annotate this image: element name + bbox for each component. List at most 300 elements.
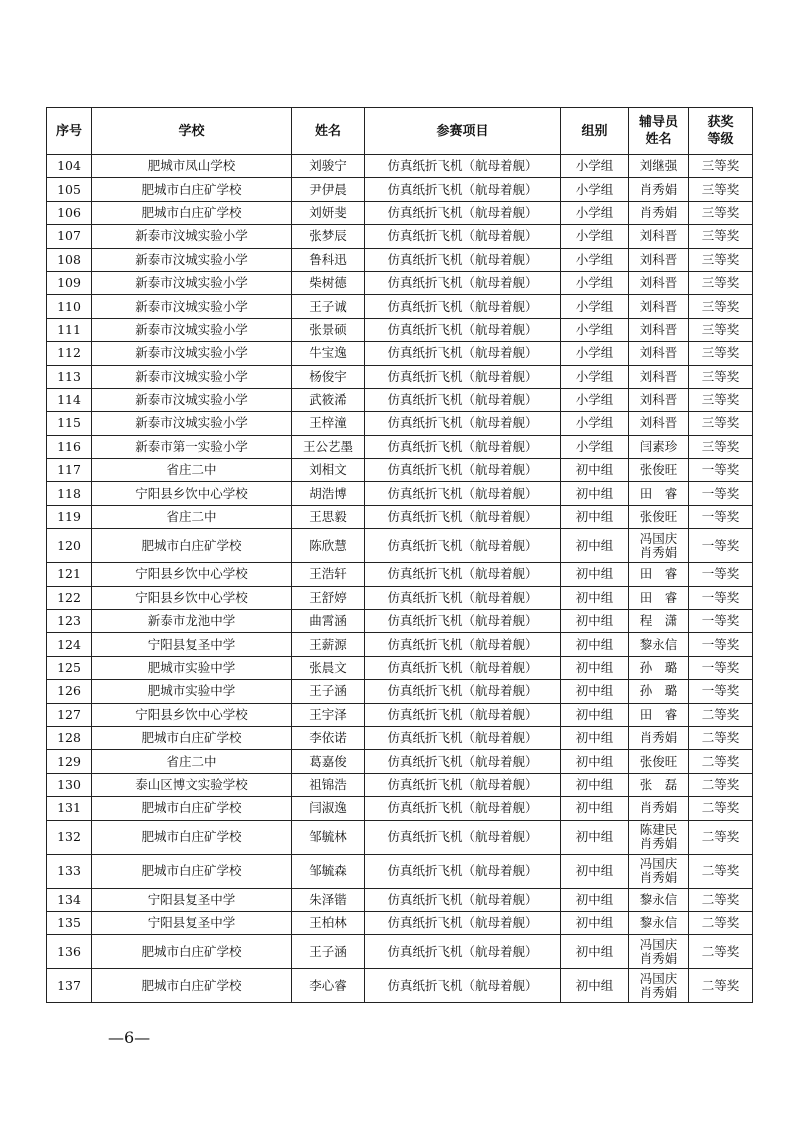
- cell-no: 120: [47, 529, 92, 563]
- table-row: [47, 435, 753, 458]
- cell-project: 仿真纸折飞机（航母着舰）: [365, 726, 561, 749]
- cell-project: 仿真纸折飞机（航母着舰）: [365, 854, 561, 888]
- cell-school: 肥城市白庄矿学校: [92, 820, 292, 854]
- cell-project: 仿真纸折飞机（航母着舰）: [365, 703, 561, 726]
- table-row: [47, 820, 753, 854]
- cell-group: 初中组: [561, 459, 629, 482]
- table-body: [47, 155, 753, 1003]
- header-award: [689, 108, 753, 155]
- advisor-name: 程 潇: [639, 613, 678, 629]
- cell-no: 130: [47, 773, 92, 796]
- advisor-name: 刘科晋: [639, 251, 678, 267]
- cell-advisor: [629, 773, 689, 796]
- cell-advisor: [629, 726, 689, 749]
- cell-award: 二等奖: [689, 935, 753, 969]
- cell-advisor: [629, 248, 689, 271]
- cell-advisor: [629, 459, 689, 482]
- cell-project: 仿真纸折飞机（航母着舰）: [365, 318, 561, 341]
- advisor-name: 黎永信: [639, 915, 678, 931]
- cell-group: 初中组: [561, 586, 629, 609]
- advisor-name: 刘科晋: [639, 415, 678, 431]
- cell-no: 116: [47, 435, 92, 458]
- table-row: [47, 633, 753, 656]
- cell-award: 三等奖: [689, 201, 753, 224]
- cell-school: 肥城市白庄矿学校: [92, 935, 292, 969]
- table-row: [47, 586, 753, 609]
- cell-school: 肥城市白庄矿学校: [92, 178, 292, 201]
- cell-award: 三等奖: [689, 225, 753, 248]
- cell-school: 宁阳县乡饮中心学校: [92, 586, 292, 609]
- cell-no: 119: [47, 505, 92, 528]
- cell-advisor: [629, 703, 689, 726]
- cell-advisor: [629, 201, 689, 224]
- cell-award: 三等奖: [689, 342, 753, 365]
- cell-project: 仿真纸折飞机（航母着舰）: [365, 750, 561, 773]
- cell-advisor: [629, 820, 689, 854]
- cell-award: 一等奖: [689, 529, 753, 563]
- cell-project: 仿真纸折飞机（航母着舰）: [365, 935, 561, 969]
- cell-school: 肥城市白庄矿学校: [92, 726, 292, 749]
- cell-name: 牛宝逸: [292, 342, 365, 365]
- cell-award: 一等奖: [689, 680, 753, 703]
- cell-group: 初中组: [561, 797, 629, 820]
- cell-advisor: [629, 318, 689, 341]
- cell-no: 114: [47, 388, 92, 411]
- cell-project: 仿真纸折飞机（航母着舰）: [365, 155, 561, 178]
- advisor-name: 肖秀娟: [639, 836, 678, 852]
- header-advisor-line1: 辅导员: [638, 115, 678, 130]
- cell-no: 109: [47, 271, 92, 294]
- cell-name: 王舒婷: [292, 586, 365, 609]
- cell-advisor: [629, 888, 689, 911]
- cell-name: 陈欣慧: [292, 529, 365, 563]
- table-row: [47, 318, 753, 341]
- advisor-name: 肖秀娟: [639, 730, 678, 746]
- cell-advisor: [629, 412, 689, 435]
- cell-advisor: [629, 656, 689, 679]
- table-row: [47, 388, 753, 411]
- cell-group: 小学组: [561, 412, 629, 435]
- cell-name: 朱泽锴: [292, 888, 365, 911]
- table-row: [47, 248, 753, 271]
- cell-group: 初中组: [561, 935, 629, 969]
- advisor-name: 张俊旺: [639, 753, 678, 769]
- table-row: [47, 750, 753, 773]
- advisor-name: 冯国庆: [639, 936, 678, 952]
- cell-school: 肥城市白庄矿学校: [92, 201, 292, 224]
- table-row: [47, 295, 753, 318]
- cell-group: 小学组: [561, 295, 629, 318]
- cell-project: 仿真纸折飞机（航母着舰）: [365, 680, 561, 703]
- cell-no: 133: [47, 854, 92, 888]
- cell-award: 三等奖: [689, 271, 753, 294]
- cell-no: 106: [47, 201, 92, 224]
- cell-project: 仿真纸折飞机（航母着舰）: [365, 773, 561, 796]
- cell-project: 仿真纸折飞机（航母着舰）: [365, 295, 561, 318]
- table-row: [47, 610, 753, 633]
- cell-no: 110: [47, 295, 92, 318]
- cell-project: 仿真纸折飞机（航母着舰）: [365, 459, 561, 482]
- advisor-name: 田 睿: [639, 706, 678, 722]
- cell-advisor: [629, 295, 689, 318]
- advisor-name: 刘科晋: [639, 298, 678, 314]
- cell-award: 一等奖: [689, 633, 753, 656]
- cell-advisor: [629, 680, 689, 703]
- cell-name: 邹毓林: [292, 820, 365, 854]
- table-row: [47, 225, 753, 248]
- cell-advisor: [629, 365, 689, 388]
- cell-no: 137: [47, 969, 92, 1003]
- cell-name: 邹毓森: [292, 854, 365, 888]
- cell-project: 仿真纸折飞机（航母着舰）: [365, 586, 561, 609]
- cell-award: 一等奖: [689, 459, 753, 482]
- cell-award: 二等奖: [689, 820, 753, 854]
- cell-no: 107: [47, 225, 92, 248]
- cell-advisor: [629, 178, 689, 201]
- cell-name: 王子涵: [292, 935, 365, 969]
- cell-school: 宁阳县乡饮中心学校: [92, 703, 292, 726]
- cell-project: 仿真纸折飞机（航母着舰）: [365, 365, 561, 388]
- cell-school: 新泰市汶城实验小学: [92, 318, 292, 341]
- cell-award: 三等奖: [689, 388, 753, 411]
- table-row: [47, 342, 753, 365]
- cell-name: 柴树德: [292, 271, 365, 294]
- cell-group: 初中组: [561, 505, 629, 528]
- cell-school: 新泰市汶城实验小学: [92, 271, 292, 294]
- cell-award: 一等奖: [689, 505, 753, 528]
- cell-advisor: [629, 388, 689, 411]
- cell-name: 刘骏宁: [292, 155, 365, 178]
- cell-advisor: [629, 529, 689, 563]
- cell-project: 仿真纸折飞机（航母着舰）: [365, 435, 561, 458]
- cell-award: 一等奖: [689, 610, 753, 633]
- table-row: [47, 155, 753, 178]
- advisor-name: 刘科晋: [639, 368, 678, 384]
- table-row: [47, 726, 753, 749]
- cell-name: 张梦辰: [292, 225, 365, 248]
- cell-name: 葛嘉俊: [292, 750, 365, 773]
- table-row: [47, 482, 753, 505]
- cell-name: 王梓潼: [292, 412, 365, 435]
- cell-name: 张晨文: [292, 656, 365, 679]
- advisor-name: 肖秀娟: [639, 544, 678, 560]
- advisor-name: 刘科晋: [639, 228, 678, 244]
- cell-school: 宁阳县复圣中学: [92, 911, 292, 934]
- cell-group: 小学组: [561, 318, 629, 341]
- cell-group: 小学组: [561, 435, 629, 458]
- table-row: [47, 680, 753, 703]
- cell-project: 仿真纸折飞机（航母着舰）: [365, 201, 561, 224]
- header-advisor-line2: 姓名: [645, 132, 672, 147]
- cell-school: 肥城市实验中学: [92, 680, 292, 703]
- cell-no: 129: [47, 750, 92, 773]
- cell-group: 初中组: [561, 610, 629, 633]
- cell-advisor: [629, 586, 689, 609]
- cell-name: 祖锦浩: [292, 773, 365, 796]
- cell-name: 王薪源: [292, 633, 365, 656]
- cell-no: 108: [47, 248, 92, 271]
- cell-award: 三等奖: [689, 248, 753, 271]
- cell-group: 初中组: [561, 820, 629, 854]
- cell-award: 三等奖: [689, 295, 753, 318]
- cell-group: 初中组: [561, 854, 629, 888]
- cell-school: 肥城市实验中学: [92, 656, 292, 679]
- cell-award: 一等奖: [689, 482, 753, 505]
- cell-no: 136: [47, 935, 92, 969]
- cell-advisor: [629, 563, 689, 586]
- cell-award: 三等奖: [689, 178, 753, 201]
- cell-group: 初中组: [561, 529, 629, 563]
- cell-name: 武筱浠: [292, 388, 365, 411]
- cell-award: 二等奖: [689, 969, 753, 1003]
- table-row: [47, 854, 753, 888]
- cell-project: 仿真纸折飞机（航母着舰）: [365, 820, 561, 854]
- cell-school: 新泰市汶城实验小学: [92, 248, 292, 271]
- table-row: [47, 563, 753, 586]
- cell-school: 新泰市汶城实验小学: [92, 225, 292, 248]
- cell-name: 杨俊宇: [292, 365, 365, 388]
- table-row: [47, 365, 753, 388]
- header-award-line1: 获奖: [707, 115, 734, 130]
- table-row: [47, 969, 753, 1003]
- advisor-name: 黎永信: [639, 891, 678, 907]
- advisor-name: 冯国庆: [639, 970, 678, 986]
- cell-group: 小学组: [561, 225, 629, 248]
- cell-award: 一等奖: [689, 586, 753, 609]
- cell-project: 仿真纸折飞机（航母着舰）: [365, 911, 561, 934]
- advisor-name: 肖秀娟: [639, 984, 678, 1000]
- cell-name: 曲霄涵: [292, 610, 365, 633]
- cell-name: 李依诺: [292, 726, 365, 749]
- cell-name: 刘相文: [292, 459, 365, 482]
- cell-name: 鲁科迅: [292, 248, 365, 271]
- table-row: [47, 703, 753, 726]
- cell-school: 肥城市凤山学校: [92, 155, 292, 178]
- advisor-name: 田 睿: [639, 566, 678, 582]
- advisor-name: 刘科晋: [639, 321, 678, 337]
- advisor-name: 张俊旺: [639, 462, 678, 478]
- table-row: [47, 888, 753, 911]
- cell-school: 宁阳县乡饮中心学校: [92, 482, 292, 505]
- cell-name: 张景硕: [292, 318, 365, 341]
- cell-group: 初中组: [561, 888, 629, 911]
- cell-school: 肥城市白庄矿学校: [92, 854, 292, 888]
- cell-award: 一等奖: [689, 563, 753, 586]
- cell-award: 二等奖: [689, 726, 753, 749]
- cell-group: 初中组: [561, 911, 629, 934]
- cell-no: 113: [47, 365, 92, 388]
- cell-school: 新泰市第一实验小学: [92, 435, 292, 458]
- cell-project: 仿真纸折飞机（航母着舰）: [365, 505, 561, 528]
- cell-award: 二等奖: [689, 773, 753, 796]
- advisor-name: 肖秀娟: [639, 800, 678, 816]
- advisor-name: 田 睿: [639, 485, 678, 501]
- cell-project: 仿真纸折飞机（航母着舰）: [365, 248, 561, 271]
- cell-project: 仿真纸折飞机（航母着舰）: [365, 888, 561, 911]
- cell-no: 115: [47, 412, 92, 435]
- cell-no: 111: [47, 318, 92, 341]
- cell-school: 泰山区博文实验学校: [92, 773, 292, 796]
- cell-advisor: [629, 155, 689, 178]
- table-row: [47, 656, 753, 679]
- header-award-line2: 等级: [707, 132, 734, 147]
- advisor-name: 黎永信: [639, 636, 678, 652]
- cell-name: 李心睿: [292, 969, 365, 1003]
- cell-school: 新泰市汶城实验小学: [92, 295, 292, 318]
- cell-project: 仿真纸折飞机（航母着舰）: [365, 482, 561, 505]
- cell-group: 小学组: [561, 365, 629, 388]
- cell-group: 初中组: [561, 703, 629, 726]
- cell-school: 肥城市白庄矿学校: [92, 969, 292, 1003]
- cell-school: 新泰市汶城实验小学: [92, 342, 292, 365]
- advisor-name: 肖秀娟: [639, 181, 678, 197]
- advisor-name: 孙 璐: [639, 683, 678, 699]
- cell-no: 126: [47, 680, 92, 703]
- cell-project: 仿真纸折飞机（航母着舰）: [365, 633, 561, 656]
- advisor-name: 刘科晋: [639, 275, 678, 291]
- advisor-name: 张 磊: [639, 776, 678, 792]
- advisor-name: 肖秀娟: [639, 950, 678, 966]
- cell-no: 104: [47, 155, 92, 178]
- cell-name: 刘妍斐: [292, 201, 365, 224]
- header-no: 序号: [47, 108, 92, 155]
- cell-award: 三等奖: [689, 318, 753, 341]
- cell-name: 王思毅: [292, 505, 365, 528]
- advisor-name: 冯国庆: [639, 530, 678, 546]
- advisor-name: 张俊旺: [639, 509, 678, 525]
- cell-name: 王柏林: [292, 911, 365, 934]
- cell-project: 仿真纸折飞机（航母着舰）: [365, 412, 561, 435]
- cell-project: 仿真纸折飞机（航母着舰）: [365, 969, 561, 1003]
- cell-no: 135: [47, 911, 92, 934]
- cell-group: 初中组: [561, 773, 629, 796]
- cell-group: 小学组: [561, 155, 629, 178]
- cell-group: 初中组: [561, 563, 629, 586]
- cell-award: 二等奖: [689, 750, 753, 773]
- cell-no: 112: [47, 342, 92, 365]
- cell-name: 王子涵: [292, 680, 365, 703]
- cell-school: 新泰市汶城实验小学: [92, 365, 292, 388]
- advisor-name: 冯国庆: [639, 856, 678, 872]
- cell-no: 125: [47, 656, 92, 679]
- cell-advisor: [629, 750, 689, 773]
- cell-project: 仿真纸折飞机（航母着舰）: [365, 563, 561, 586]
- cell-award: 二等奖: [689, 854, 753, 888]
- cell-no: 128: [47, 726, 92, 749]
- cell-advisor: [629, 854, 689, 888]
- cell-name: 闫淑逸: [292, 797, 365, 820]
- cell-group: 小学组: [561, 388, 629, 411]
- cell-group: 初中组: [561, 750, 629, 773]
- cell-advisor: [629, 797, 689, 820]
- cell-group: 初中组: [561, 969, 629, 1003]
- cell-school: 省庄二中: [92, 505, 292, 528]
- cell-group: 初中组: [561, 680, 629, 703]
- cell-award: 三等奖: [689, 155, 753, 178]
- cell-school: 宁阳县乡饮中心学校: [92, 563, 292, 586]
- cell-group: 小学组: [561, 248, 629, 271]
- advisor-name: 孙 璐: [639, 660, 678, 675]
- cell-award: 二等奖: [689, 703, 753, 726]
- header-name: 姓名: [292, 108, 365, 155]
- cell-no: 118: [47, 482, 92, 505]
- cell-no: 122: [47, 586, 92, 609]
- table-row: [47, 459, 753, 482]
- advisor-name: 刘科晋: [639, 345, 678, 361]
- table-header-row: [47, 108, 753, 155]
- header-advisor: [629, 108, 689, 155]
- advisor-name: 闫素珍: [639, 438, 678, 454]
- table-row: [47, 271, 753, 294]
- cell-advisor: [629, 435, 689, 458]
- cell-group: 小学组: [561, 201, 629, 224]
- cell-school: 宁阳县复圣中学: [92, 633, 292, 656]
- cell-advisor: [629, 935, 689, 969]
- advisor-name: 刘继强: [639, 158, 678, 174]
- cell-no: 123: [47, 610, 92, 633]
- cell-no: 117: [47, 459, 92, 482]
- cell-name: 王宇泽: [292, 703, 365, 726]
- cell-award: 三等奖: [689, 435, 753, 458]
- cell-name: 尹伊晨: [292, 178, 365, 201]
- cell-school: 新泰市龙池中学: [92, 610, 292, 633]
- cell-project: 仿真纸折飞机（航母着舰）: [365, 529, 561, 563]
- header-school: 学校: [92, 108, 292, 155]
- cell-no: 134: [47, 888, 92, 911]
- header-project: 参赛项目: [365, 108, 561, 155]
- cell-award: 二等奖: [689, 888, 753, 911]
- table-row: [47, 529, 753, 563]
- cell-project: 仿真纸折飞机（航母着舰）: [365, 271, 561, 294]
- cell-advisor: [629, 482, 689, 505]
- table-row: [47, 412, 753, 435]
- cell-project: 仿真纸折飞机（航母着舰）: [365, 797, 561, 820]
- cell-award: 三等奖: [689, 365, 753, 388]
- cell-advisor: [629, 505, 689, 528]
- cell-no: 127: [47, 703, 92, 726]
- cell-school: 肥城市白庄矿学校: [92, 797, 292, 820]
- cell-no: 132: [47, 820, 92, 854]
- table-row: [47, 773, 753, 796]
- advisor-name: 肖秀娟: [639, 870, 678, 886]
- cell-school: 省庄二中: [92, 750, 292, 773]
- cell-school: 肥城市白庄矿学校: [92, 529, 292, 563]
- table-row: [47, 178, 753, 201]
- cell-advisor: [629, 342, 689, 365]
- table-row: [47, 201, 753, 224]
- cell-group: 初中组: [561, 482, 629, 505]
- cell-school: 新泰市汶城实验小学: [92, 388, 292, 411]
- cell-advisor: [629, 969, 689, 1003]
- cell-award: 三等奖: [689, 412, 753, 435]
- cell-name: 胡浩博: [292, 482, 365, 505]
- cell-group: 初中组: [561, 726, 629, 749]
- advisor-name: 肖秀娟: [639, 204, 678, 220]
- cell-no: 124: [47, 633, 92, 656]
- cell-project: 仿真纸折飞机（航母着舰）: [365, 225, 561, 248]
- advisor-name: 陈建民: [639, 822, 678, 838]
- cell-award: 二等奖: [689, 911, 753, 934]
- cell-project: 仿真纸折飞机（航母着舰）: [365, 656, 561, 679]
- cell-no: 105: [47, 178, 92, 201]
- table-row: [47, 797, 753, 820]
- cell-advisor: [629, 225, 689, 248]
- header-group: 组别: [561, 108, 629, 155]
- cell-group: 小学组: [561, 178, 629, 201]
- advisor-name: 田 睿: [639, 589, 678, 605]
- cell-project: 仿真纸折飞机（航母着舰）: [365, 610, 561, 633]
- cell-group: 小学组: [561, 342, 629, 365]
